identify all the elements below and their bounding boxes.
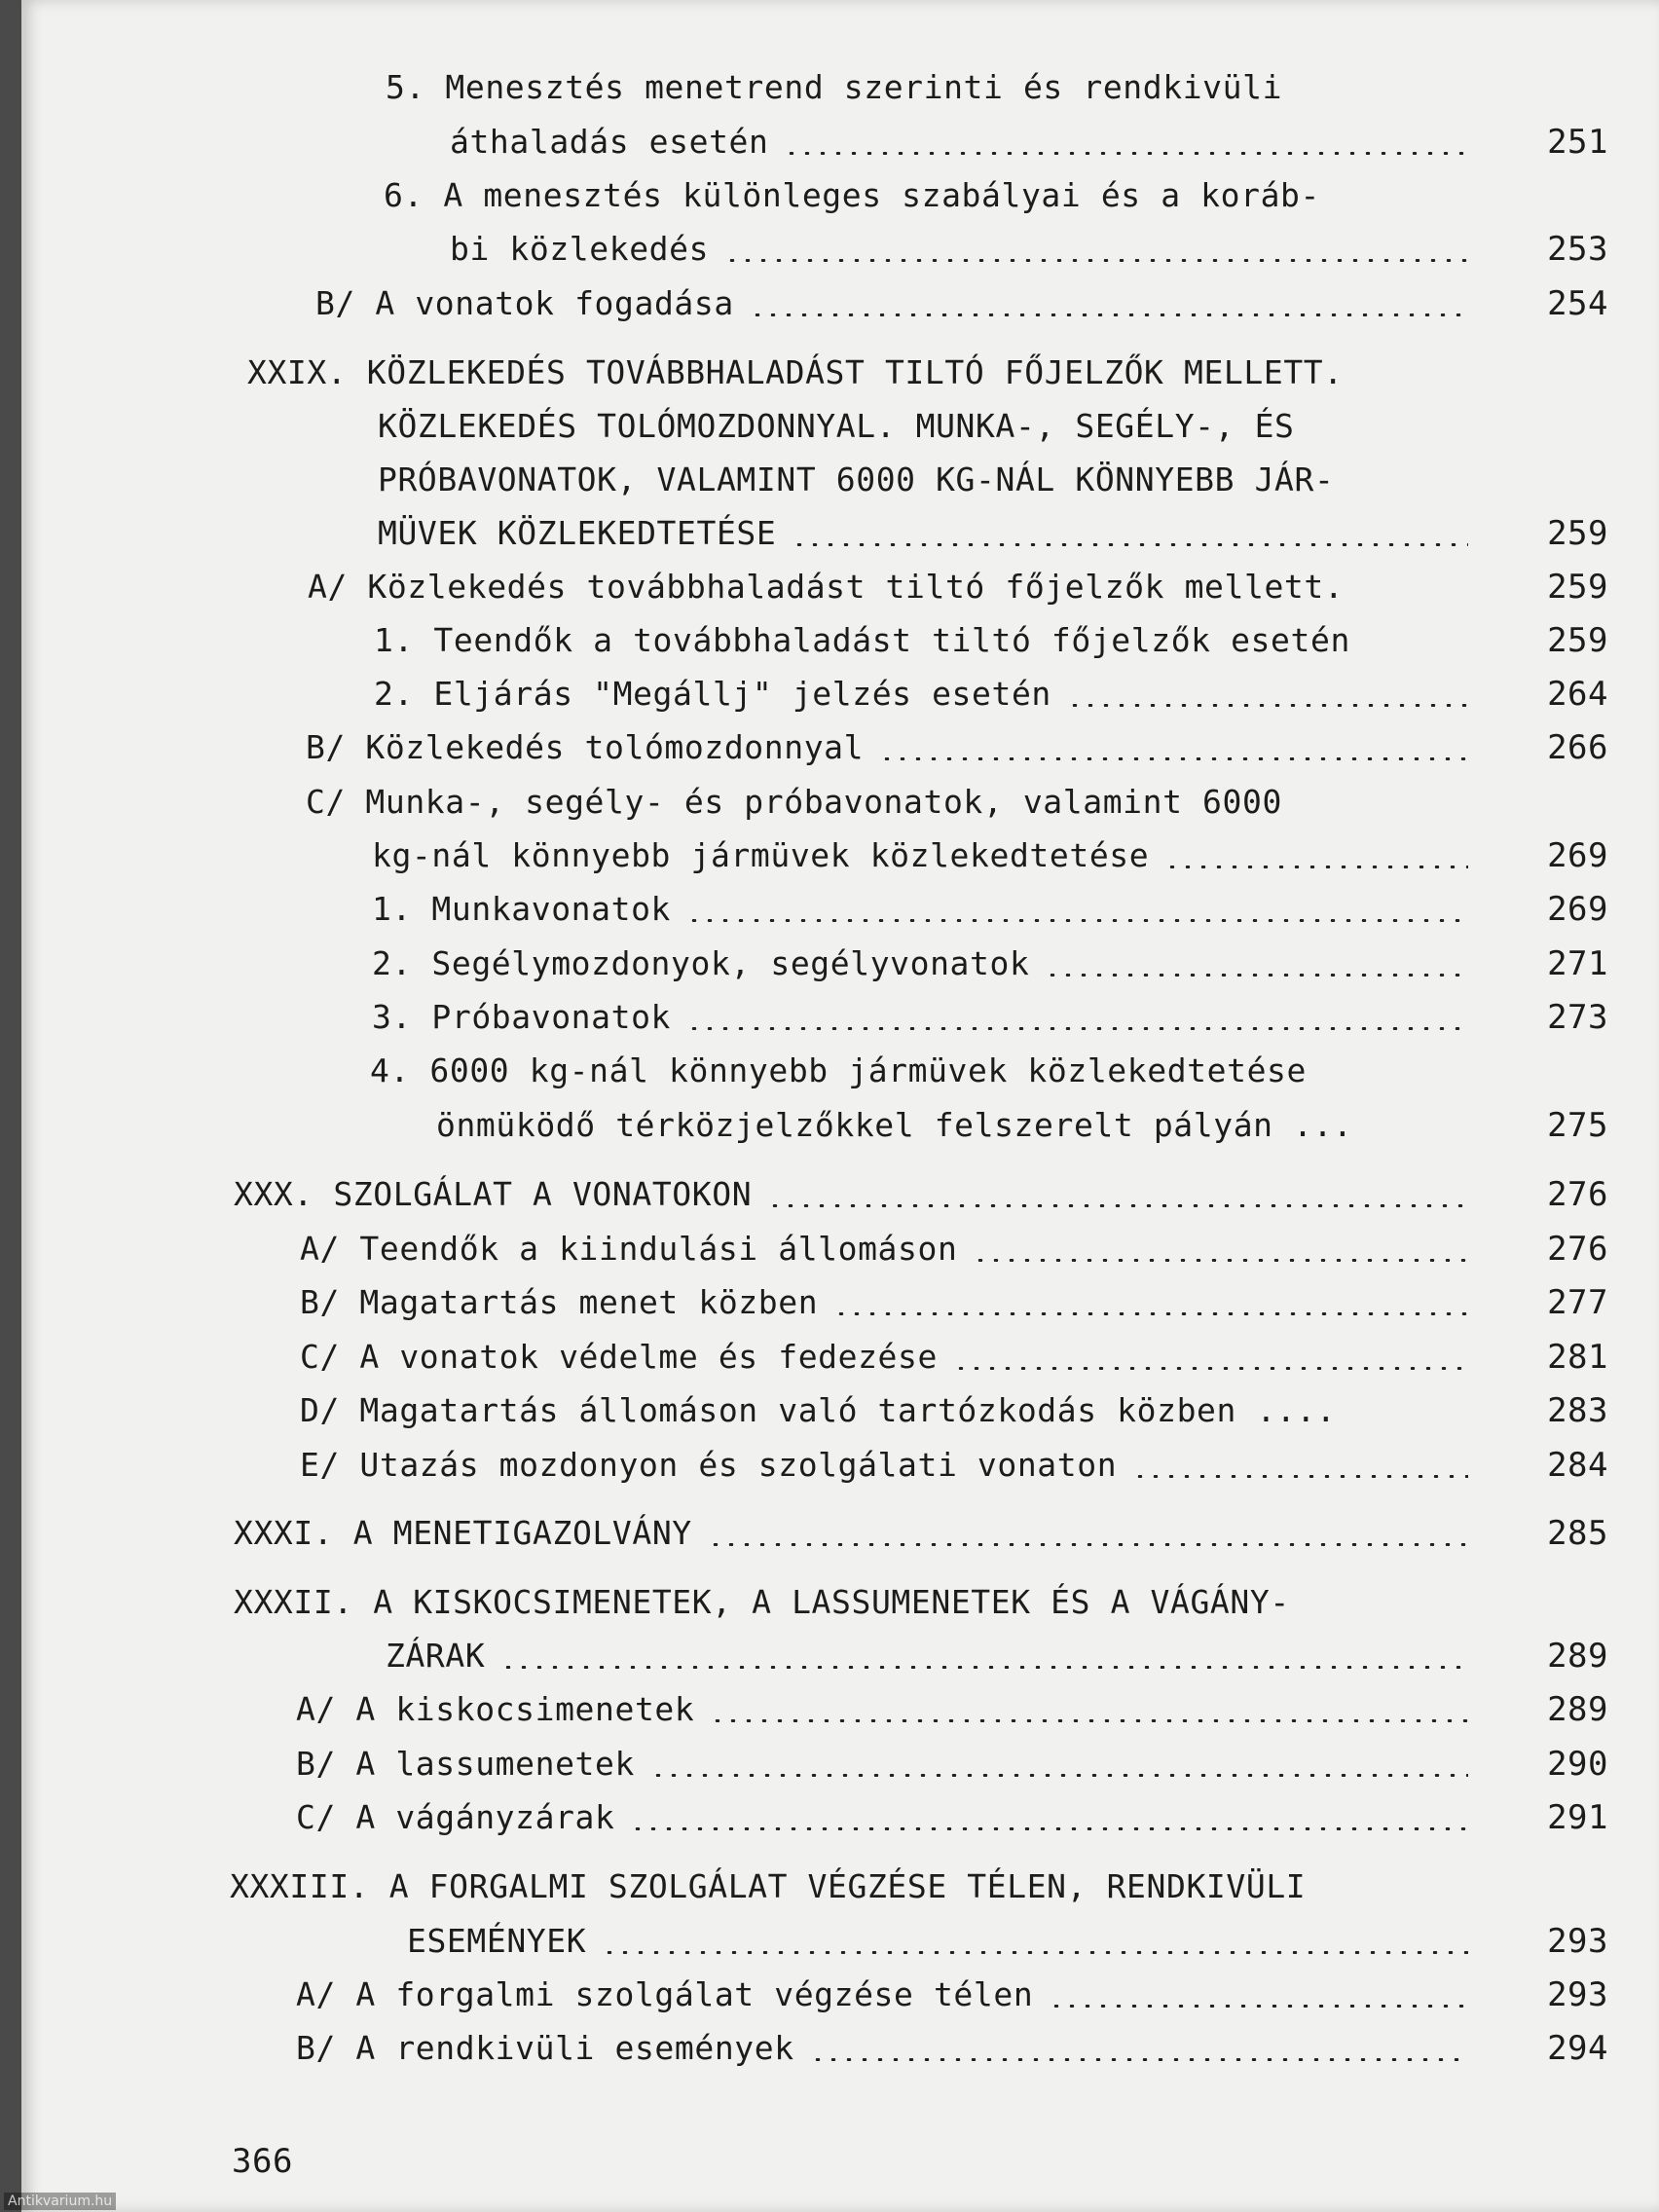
toc-entry-label: ZÁRAK (386, 1637, 486, 1675)
toc-entry-label: PRÓBAVONATOK, VALAMINT 6000 KG-NÁL KÖNNYEBB JÁR- (378, 461, 1335, 498)
toc-entry-label: ESEMÉNYEK (407, 1922, 587, 1960)
toc-entry-label: B/ Közlekedés tolómozdonnyal (306, 728, 865, 766)
toc-entry (21, 506, 1659, 561)
toc-entry (21, 990, 1659, 1045)
toc-entry (21, 1968, 1659, 2022)
toc-entry-label: B/ A lassumenetek (296, 1745, 635, 1783)
toc-entry-label: 2. Eljárás "Megállj" jelzés esetén (374, 675, 1051, 713)
toc-entry (21, 60, 1659, 115)
toc-entry (21, 1682, 1659, 1737)
toc-entry-page-number: 289 (1547, 1690, 1608, 1729)
toc-entry-label: B/ Magatartás menet közben (300, 1283, 819, 1321)
toc-entry-label: MÜVEK KÖZLEKEDTETÉSE (378, 514, 777, 552)
toc-entry-label: C/ Munka-, segély- és próbavonatok, valamint 6000 (306, 783, 1282, 821)
toc-entry-page-number: 281 (1547, 1338, 1608, 1377)
toc-entry-label: önmüködő térközjelzőkkel felszerelt pályán ... (436, 1106, 1353, 1144)
dot-leader (833, 1312, 1468, 1315)
toc-entry (21, 720, 1659, 775)
toc-entry-label: XXX. SZOLGÁLAT A VONATOKON (234, 1175, 753, 1213)
dot-leader (879, 757, 1468, 760)
toc-entry-label: A/ Teendők a kiindulási állomáson (300, 1230, 958, 1268)
dot-leader (602, 1951, 1468, 1954)
toc-entry (21, 453, 1659, 507)
toc-entry-label: 1. Munkavonatok (372, 890, 672, 928)
toc-entry (21, 115, 1659, 169)
toc-entry (21, 276, 1659, 331)
toc-entry (21, 168, 1659, 223)
toc-entry (21, 1330, 1659, 1384)
toc-entry-page-number: 275 (1547, 1106, 1608, 1145)
dot-leader (686, 919, 1468, 922)
toc-entry (21, 1737, 1659, 1791)
toc-entry-label: B/ A rendkivüli események (296, 2029, 794, 2067)
dot-leader (1049, 2005, 1468, 2008)
toc-entry (21, 560, 1659, 614)
toc-entry (21, 399, 1659, 454)
dot-leader (1164, 866, 1468, 868)
toc-entry-page-number: 276 (1547, 1230, 1608, 1269)
dot-leader (708, 1543, 1468, 1546)
dot-leader (630, 1827, 1468, 1830)
dot-leader (973, 1259, 1468, 1262)
toc-entry-page-number: 276 (1547, 1175, 1608, 1214)
toc-entry-label: C/ A vágányzárak (296, 1798, 615, 1836)
toc-entry-page-number: 277 (1547, 1283, 1608, 1322)
toc-entry-label: 2. Segélymozdonyok, segélyvonatok (372, 944, 1030, 982)
dot-leader (1067, 704, 1468, 707)
toc-entry (21, 613, 1659, 668)
toc-entry-page-number: 253 (1547, 230, 1608, 269)
toc-entry (21, 222, 1659, 276)
toc-entry-label: XXIX. KÖZLEKEDÉS TOVÁBBHALADÁST TILTÓ FŐJELZŐK MELLETT. (247, 353, 1344, 391)
toc-entry (21, 1790, 1659, 1845)
toc-entry-page-number: 285 (1547, 1514, 1608, 1553)
toc-entry (21, 1506, 1659, 1561)
toc-entry-page-number: 254 (1547, 284, 1608, 323)
toc-entry (21, 1044, 1659, 1098)
toc-entry-page-number: 290 (1547, 1745, 1608, 1784)
toc-entry-label: kg-nál könnyebb jármüvek közlekedtetése (372, 836, 1150, 874)
toc-entry-label: A/ A forgalmi szolgálat végzése télen (296, 1975, 1034, 2013)
toc-entry-label: 4. 6000 kg-nál könnyebb jármüvek közlekedtetése (370, 1051, 1307, 1089)
toc-entry-page-number: 259 (1547, 621, 1608, 660)
toc-entry-page-number: 271 (1547, 944, 1608, 983)
toc-entry-label: E/ Utazás mozdonyon és szolgálati vonaton (300, 1446, 1118, 1484)
dot-leader (650, 1774, 1468, 1777)
toc-entry (21, 775, 1659, 830)
page-number: 366 (232, 2142, 293, 2181)
toc-entry (21, 1860, 1659, 1914)
toc-entry-label: XXXI. A MENETIGAZOLVÁNY (234, 1514, 692, 1552)
dot-leader (750, 313, 1468, 316)
toc-entry-label: 1. Teendők a továbbhaladást tiltó főjelzők esetén (374, 621, 1350, 659)
dot-leader (500, 1666, 1468, 1669)
toc-entry-page-number: 251 (1547, 123, 1608, 162)
dot-leader (784, 152, 1468, 155)
toc-entry-page-number: 269 (1547, 836, 1608, 875)
document-page (21, 0, 1659, 2212)
toc-entry-page-number: 259 (1547, 568, 1608, 607)
dot-leader (686, 1027, 1468, 1030)
toc-entry (21, 1167, 1659, 1222)
toc-entry-label: B/ A vonatok fogadása (315, 284, 734, 322)
toc-entry-page-number: 284 (1547, 1446, 1608, 1485)
toc-entry-page-number: 294 (1547, 2029, 1608, 2068)
toc-entry-page-number: 266 (1547, 728, 1608, 767)
toc-entry-label: XXXIII. A FORGALMI SZOLGÁLAT VÉGZÉSE TÉLEN, RENDKIVÜLI (230, 1867, 1307, 1905)
toc-entry-label: A/ A kiskocsimenetek (296, 1690, 695, 1728)
toc-entry (21, 1098, 1659, 1153)
dot-leader (724, 259, 1468, 262)
toc-entry (21, 1575, 1659, 1630)
dot-leader (1132, 1475, 1468, 1478)
toc-entry-page-number: 293 (1547, 1975, 1608, 2014)
toc-entry (21, 667, 1659, 721)
toc-entry-page-number: 289 (1547, 1637, 1608, 1676)
toc-entry-page-number: 283 (1547, 1391, 1608, 1430)
watermark: Antikvarium.hu (4, 2193, 116, 2210)
toc-entry (21, 937, 1659, 991)
toc-entry-page-number: 259 (1547, 514, 1608, 553)
toc-entry (21, 1629, 1659, 1683)
toc-entry-label: KÖZLEKEDÉS TOLÓMOZDONNYAL. MUNKA-, SEGÉLY-, ÉS (378, 407, 1295, 445)
toc-entry-label: 3. Próbavonatok (372, 998, 672, 1036)
toc-entry (21, 1438, 1659, 1493)
toc-entry-label: 5. Menesztés menetrend szerinti és rendkivüli (386, 68, 1283, 106)
toc-entry (21, 882, 1659, 937)
toc-entry-page-number: 269 (1547, 890, 1608, 929)
toc-entry-label: A/ Közlekedés továbbhaladást tiltó főjelzők mellett. (308, 568, 1345, 606)
toc-entry (21, 1914, 1659, 1969)
toc-entry-label: 6. A menesztés különleges szabályai és a koráb- (384, 176, 1320, 214)
toc-entry-page-number: 293 (1547, 1922, 1608, 1961)
toc-entry-label: D/ Magatartás állomáson való tartózkodás közben .... (300, 1391, 1337, 1429)
toc-entry (21, 829, 1659, 883)
toc-entry (21, 1383, 1659, 1438)
toc-entry-label: áthaladás esetén (450, 123, 769, 161)
dot-leader (810, 2058, 1468, 2061)
dot-leader (1045, 974, 1468, 977)
toc-entry-page-number: 264 (1547, 675, 1608, 714)
toc-entry-label: bi közlekedés (450, 230, 710, 268)
dot-leader (953, 1367, 1468, 1370)
toc-entry (21, 1222, 1659, 1276)
dot-leader (710, 1719, 1468, 1722)
toc-entry-page-number: 291 (1547, 1798, 1608, 1837)
dot-leader (792, 543, 1468, 546)
toc-entry (21, 2021, 1659, 2076)
toc-entry-label: XXXII. A KISKOCSIMENETEK, A LASSUMENETEK ÉS A VÁGÁNY- (234, 1583, 1290, 1621)
toc-entry-label: C/ A vonatok védelme és fedezése (300, 1338, 938, 1376)
toc-entry-page-number: 273 (1547, 998, 1608, 1037)
toc-entry (21, 346, 1659, 400)
toc-entry (21, 1275, 1659, 1330)
dot-leader (767, 1204, 1468, 1207)
